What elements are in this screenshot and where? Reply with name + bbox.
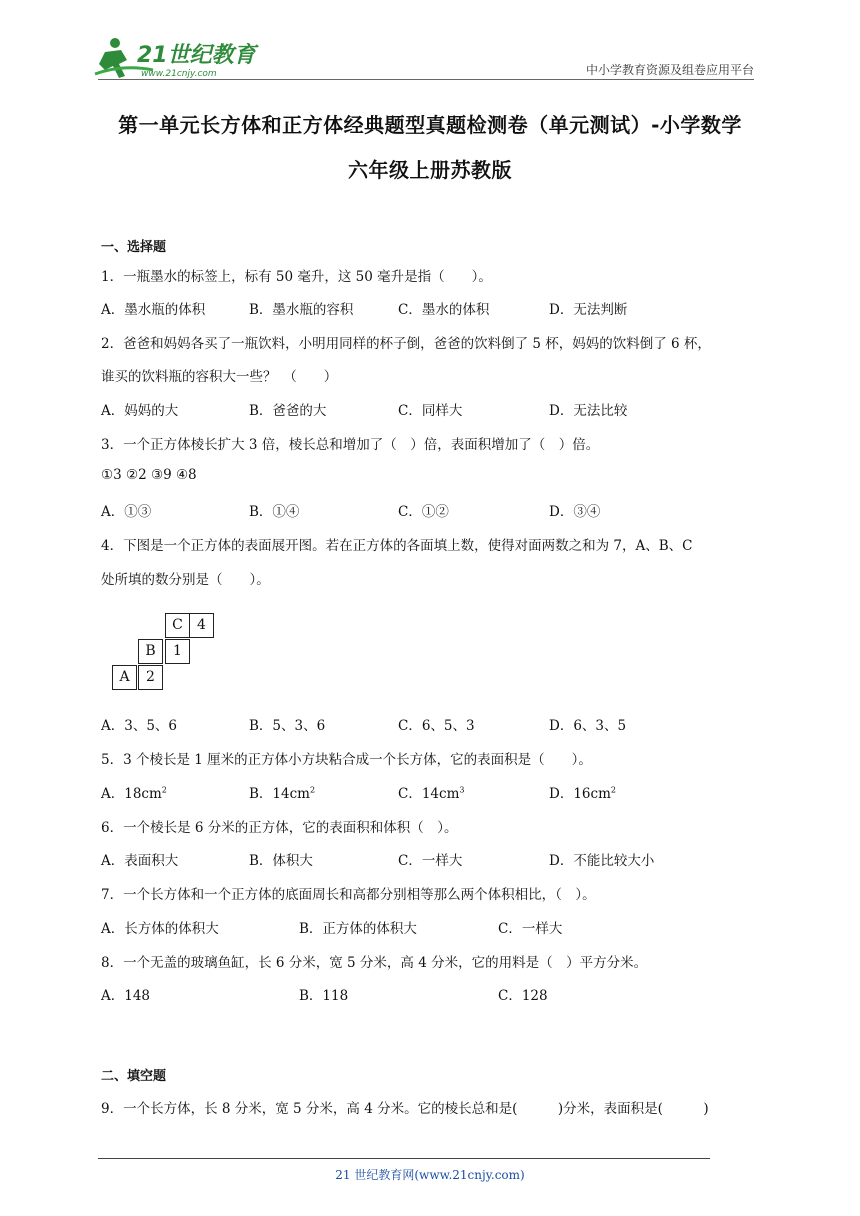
question-1-options (101, 298, 761, 318)
section-heading-choice: 一、选择题 (101, 240, 167, 255)
question-8-stem: 8．一个无盖的玻璃鱼缸，长 6 分米，宽 5 分米，高 4 分米，它的用料是（ ）平方分米。 (101, 955, 648, 971)
option-b[interactable]: B．爸爸的大 (249, 403, 327, 419)
question-5-options (101, 782, 761, 802)
page-title-line1: 第一单元长方体和正方体经典题型真题检测卷（单元测试）-小学数学 (118, 113, 742, 137)
question-4-stem-line1: 4．下图是一个正方体的表面展开图。若在正方体的各面填上数，使得对面两数之和为 7，A、B、C (101, 538, 693, 554)
option-c[interactable]: C．128 (498, 988, 548, 1004)
question-7-options (101, 917, 761, 937)
cube-net-figure (112, 613, 222, 695)
question-3-options (101, 500, 761, 520)
logo-main-text: 21世纪教育 (137, 43, 256, 68)
question-6-stem: 6．一个棱长是 6 分米的正方体，它的表面积和体积（ ）。 (101, 820, 458, 836)
platform-label: 中小学教育资源及组卷应用平台 (585, 63, 754, 77)
option-d[interactable]: D．无法比较 (549, 403, 628, 419)
exponent: 2 (161, 785, 167, 795)
footer-divider (98, 1158, 710, 1159)
option-a[interactable]: A．墨水瓶的体积 (101, 302, 206, 318)
net-cell-b: B (138, 639, 163, 664)
option-a[interactable]: A．3、5、6 (101, 718, 178, 734)
exponent: 2 (309, 785, 316, 795)
option-b[interactable]: B．体积大 (249, 853, 313, 869)
page-title-line2: 六年级上册苏教版 (348, 158, 512, 182)
net-cell-1: 1 (165, 639, 190, 664)
option-c[interactable]: C．6、5、3 (398, 718, 475, 734)
exponent: 2 (610, 785, 616, 795)
option-d[interactable]: D．无法判断 (549, 302, 628, 318)
option-b[interactable]: B．正方体的体积大 (299, 921, 417, 937)
question-7-stem: 7．一个长方体和一个正方体的底面周长和高都分别相等那么两个体积相比，（ ）。 (101, 887, 596, 903)
exponent: 3 (459, 785, 465, 795)
option-a[interactable]: A．$18cm^2$ (101, 785, 167, 802)
option-c[interactable]: C．同样大 (398, 403, 463, 419)
question-3-stem: 3．一个正方体棱长扩大 3 倍，棱长总和增加了（ ）倍，表面积增加了（ ）倍。 (101, 437, 600, 453)
option-a[interactable]: A．表面积大 (101, 853, 179, 869)
site-logo (93, 34, 263, 82)
option-d[interactable]: D．$16cm^2$ (549, 785, 616, 802)
option-c[interactable]: C．一样大 (498, 921, 563, 937)
question-1-stem: 1．一瓶墨水的标签上，标有 50 毫升，这 50 毫升是指（ ）。 (101, 269, 492, 285)
net-cell-c: C (165, 613, 190, 638)
runner-icon (93, 34, 263, 82)
option-b[interactable]: B．$14cm^2$ (249, 785, 316, 802)
question-5-stem: 5．3 个棱长是 1 厘米的正方体小方块粘合成一个长方体，它的表面积是（ ）。 (101, 752, 592, 768)
option-d[interactable]: D．③④ (549, 504, 601, 520)
question-6-options (101, 849, 761, 869)
question-4-stem-line2: 处所填的数分别是（ ）。 (101, 572, 270, 588)
net-cell-a: A (112, 665, 137, 690)
option-d[interactable]: D．不能比较大小 (549, 853, 655, 869)
net-cell-4: 4 (189, 613, 214, 638)
option-b[interactable]: B．118 (299, 988, 349, 1004)
question-2-stem-line1: 2．爸爸和妈妈各买了一瓶饮料，小明用同样的杯子倒，爸爸的饮料倒了 5 杯，妈妈的饮料倒了 6 杯， (101, 336, 711, 352)
option-c[interactable]: C．①② (398, 504, 449, 520)
option-c[interactable]: C．$14cm^3$ (398, 785, 465, 802)
option-a[interactable]: A．①③ (101, 504, 152, 520)
question-2-options (101, 399, 761, 419)
option-a[interactable]: A．148 (101, 988, 151, 1004)
question-4-options (101, 714, 761, 734)
question-9-stem: 9．一个长方体，长 8 分米，宽 5 分米，高 4 分米。它的棱长总和是( )分米，表面积是( ) (101, 1101, 709, 1117)
option-a[interactable]: A．妈妈的大 (101, 403, 179, 419)
option-c[interactable]: C．一样大 (398, 853, 463, 869)
section-heading-fill: 二、填空题 (101, 1069, 167, 1084)
option-b[interactable]: B．墨水瓶的容积 (249, 302, 354, 318)
option-d[interactable]: D．6、3、5 (549, 718, 627, 734)
option-b[interactable]: B．5、3、6 (249, 718, 326, 734)
question-2-stem-line2: 谁买的饮料瓶的容积大一些？ （ ） (101, 369, 338, 385)
header-divider (98, 79, 754, 80)
question-3-choices: ①3 ②2 ③9 ④8 (101, 467, 197, 483)
logo-sub-text: www.21cnjy.com (141, 69, 217, 79)
option-b[interactable]: B．①④ (249, 504, 300, 520)
footer-link[interactable]: 21 世纪教育网(www.21cnjy.com) (335, 1168, 525, 1182)
option-a[interactable]: A．长方体的体积大 (101, 921, 219, 937)
net-cell-2: 2 (138, 665, 163, 690)
option-c[interactable]: C．墨水的体积 (398, 302, 490, 318)
question-8-options (101, 984, 761, 1004)
